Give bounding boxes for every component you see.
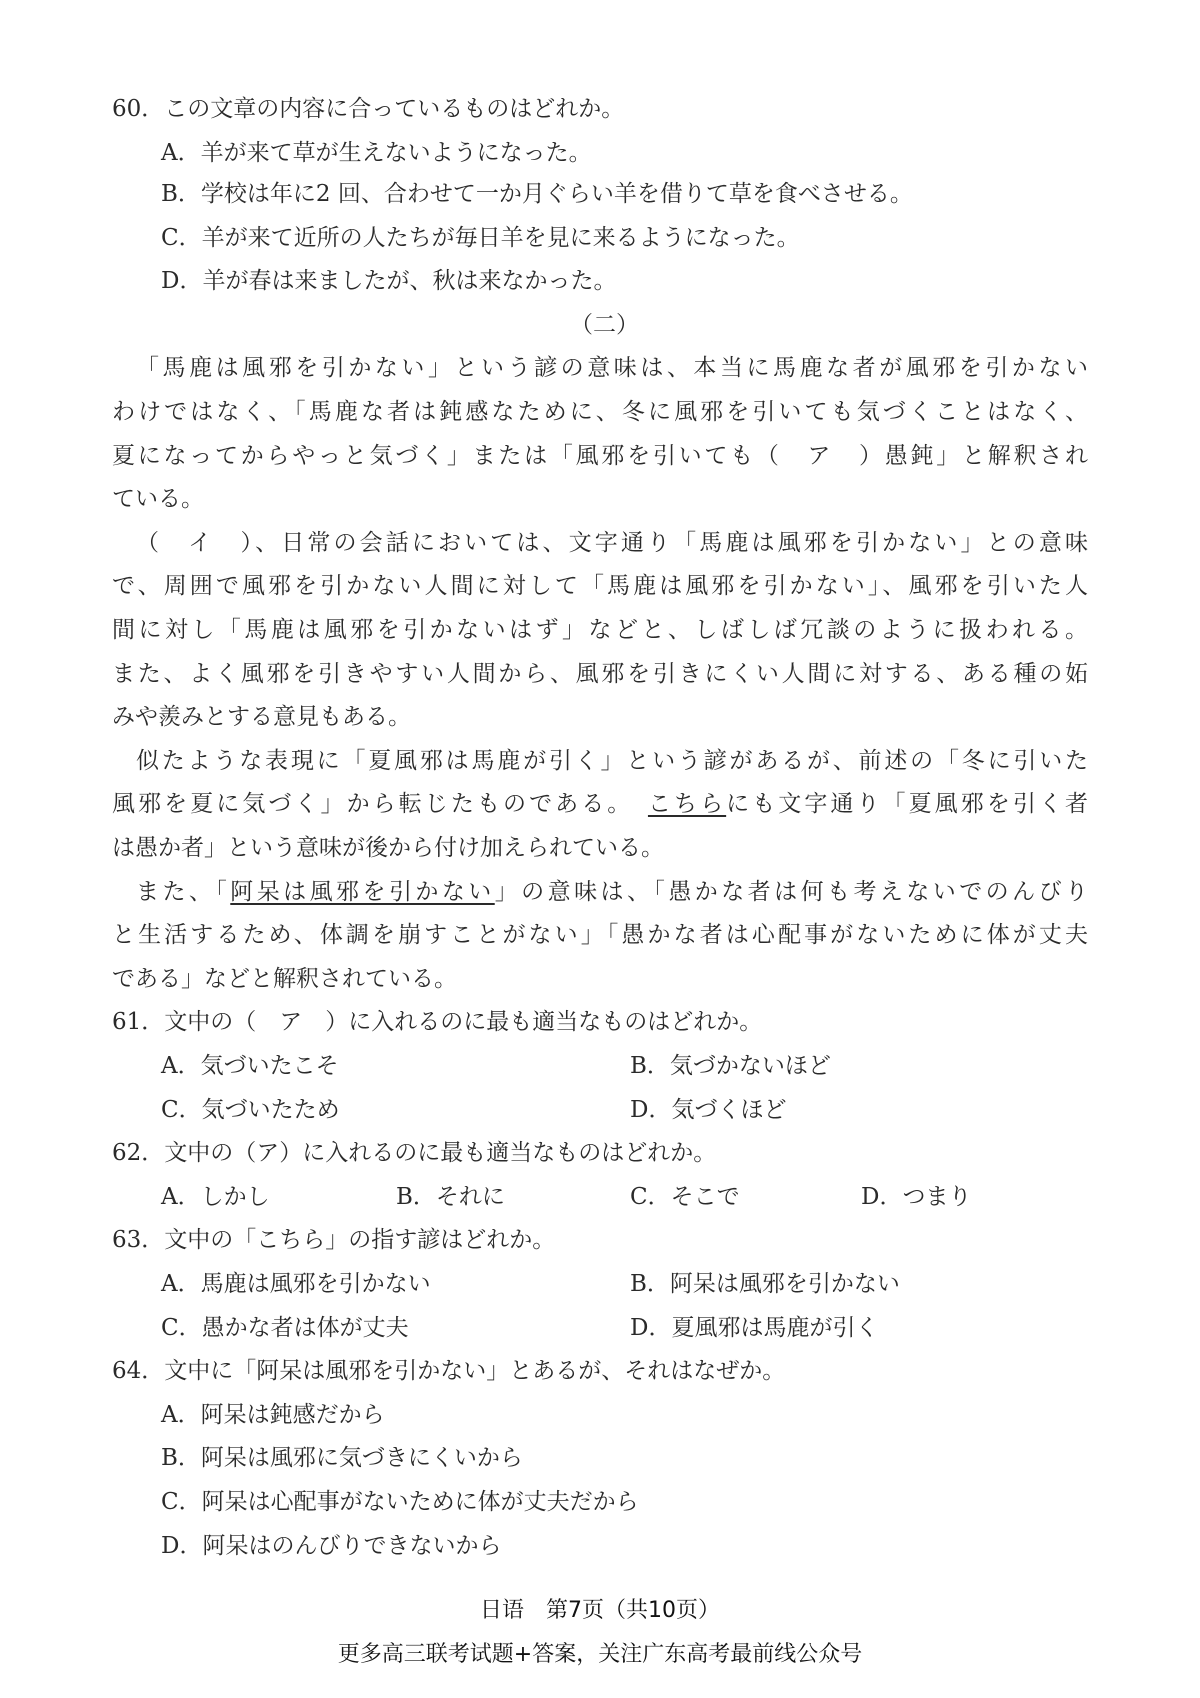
text: 風邪を夏に気づく」から転じたものである。 xyxy=(112,791,622,817)
q63-option-d: D．夏風邪は馬鹿が引く xyxy=(630,1315,879,1341)
passage-line: また、よく風邪を引きやすい人間から、風邪を引きにくい人間に対する、ある種の妬 xyxy=(112,661,1088,687)
question-62-stem: 62．文中の（ア）に入れるのに最も適当なものはどれか。 xyxy=(112,1140,717,1166)
passage-line: と生活するため、体調を崩すことがない」「愚かな者は心配事がないために体が丈夫 xyxy=(112,922,1088,948)
q62-option-a: A．しかし xyxy=(161,1184,270,1210)
q61-option-b: B．気づかないほど xyxy=(630,1053,831,1079)
passage-line: 似たような表現に「夏風邪は馬鹿が引く」という諺があるが、前述の「冬に引いた xyxy=(136,748,1088,774)
q63-option-b: B．阿呆は風邪を引かない xyxy=(630,1271,900,1297)
q63-option-c: C．愚かな者は体が丈夫 xyxy=(161,1315,409,1341)
text: にも文字通り「夏風邪を引く者 xyxy=(726,791,1089,817)
question-61-stem: 61．文中の（ ア ）に入れるのに最も適当なものはどれか。 xyxy=(112,1009,763,1035)
q64-option-d: D．阿呆はのんびりできないから xyxy=(161,1533,502,1559)
section-title: （二） xyxy=(570,312,639,338)
q61-option-d: D．気づくほど xyxy=(630,1097,787,1123)
q61-option-a: A．気づいたこそ xyxy=(161,1053,339,1079)
underlined-term-kochira: こちら xyxy=(647,791,727,817)
passage-line xyxy=(112,789,1088,819)
passage-line: 夏になってからやっと気づく」または「風邪を引いても（ ア ）愚鈍」と解釈され xyxy=(112,443,1088,469)
q61-option-c: C．気づいたため xyxy=(161,1097,340,1123)
passage-line: 間に対し「馬鹿は風邪を引かないはず」などと、しばしば冗談のように扱われる。 xyxy=(112,617,1089,643)
passage-line xyxy=(136,877,1088,907)
q60-option-b: B．学校は年に2 回、合わせて一か月ぐらい羊を借りて草を食べさせる。 xyxy=(161,181,913,207)
footer-note: 更多高三联考试题+答案，关注广东高考最前线公众号 xyxy=(337,1642,863,1667)
passage-line: （ イ ）、日常の会話においては、文字通り「馬鹿は風邪を引かない」との意味 xyxy=(136,530,1088,556)
q62-option-b: B．それに xyxy=(396,1184,505,1210)
page-number: 日语 第7页（共10页） xyxy=(480,1598,720,1623)
passage-line: で、周囲で風邪を引かない人間に対して「馬鹿は風邪を引かない」、風邪を引いた人 xyxy=(112,573,1088,599)
q63-option-a: A．馬鹿は風邪を引かない xyxy=(161,1271,431,1297)
passage-line: わけではなく、「馬鹿な者は鈍感なために、冬に風邪を引いても気づくことはなく、 xyxy=(112,399,1088,425)
passage-line: ている。 xyxy=(112,486,204,512)
q64-option-b: B．阿呆は風邪に気づきにくいから xyxy=(161,1445,523,1471)
q62-option-d: D．つまり xyxy=(861,1184,972,1210)
q60-option-a: A．羊が来て草が生えないようになった。 xyxy=(161,140,592,166)
passage-line: みや羨みとする意見もある。 xyxy=(112,704,411,730)
passage-line: 「馬鹿は風邪を引かない」という諺の意味は、本当に馬鹿な者が風邪を引かない xyxy=(136,355,1088,381)
q60-option-d: D．羊が春は来ましたが、秋は来なかった。 xyxy=(161,268,617,294)
q60-option-c: C．羊が来て近所の人たちが毎日羊を見に来るようになった。 xyxy=(161,225,800,251)
q64-option-c: C．阿呆は心配事がないために体が丈夫だから xyxy=(161,1489,639,1515)
question-63-stem: 63．文中の「こちら」の指す諺はどれか。 xyxy=(112,1227,556,1253)
question-64-stem: 64．文中に「阿呆は風邪を引かない」とあるが、それはなぜか。 xyxy=(112,1358,786,1384)
question-60-stem: 60．この文章の内容に合っているものはどれか。 xyxy=(112,96,625,122)
text: 」の意味は、「愚かな者は何も考えないでのんびり xyxy=(494,879,1089,905)
q62-option-c: C．そこで xyxy=(630,1184,740,1210)
passage-line: は愚か者」という意味が後から付け加えられている。 xyxy=(112,835,664,861)
q64-option-a: A．阿呆は鈍感だから xyxy=(161,1402,385,1428)
passage-line: である」などと解釈されている。 xyxy=(112,966,457,992)
underlined-term-aho: 阿呆は風邪を引かない xyxy=(230,879,495,905)
text: また、「 xyxy=(136,879,231,905)
